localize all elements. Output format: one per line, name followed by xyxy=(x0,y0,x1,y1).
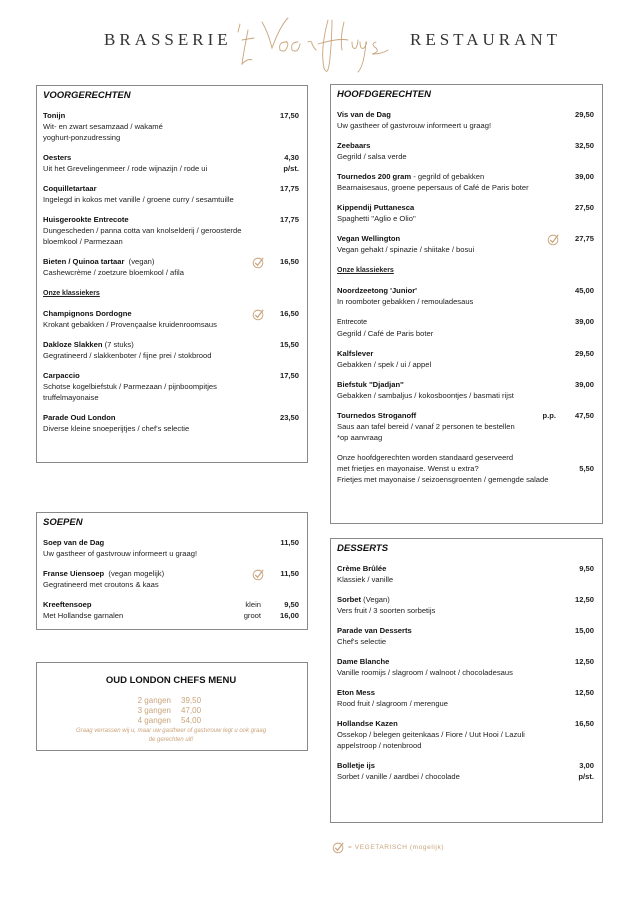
price-value: 16,50 xyxy=(574,719,594,728)
menu-item-description: Spaghetti ''Aglio e Olio'' xyxy=(337,214,416,223)
courses: 4 gangen xyxy=(137,716,171,725)
vegetarian-indicator xyxy=(542,233,564,255)
menu-item-description: Met Hollandse garnalen xyxy=(43,611,124,620)
menu-item-name: Parade Oud London xyxy=(43,413,116,422)
price-value: 16,00 xyxy=(279,611,299,620)
menu-item xyxy=(337,233,594,255)
menu-item-list xyxy=(43,537,299,621)
menu-item-description: yoghurt-ponzudressing xyxy=(43,133,121,142)
price-value: 17,75 xyxy=(279,215,299,224)
price-value: 9,50 xyxy=(579,564,594,573)
price-value: 11,50 xyxy=(280,538,299,547)
price-value: 15,50 xyxy=(279,340,299,349)
menu-item-note: (7 stuks) xyxy=(102,340,134,349)
menu-item-price xyxy=(564,410,594,443)
price-value: 45,00 xyxy=(574,286,594,295)
menu-item xyxy=(337,171,594,193)
menu-item-price xyxy=(564,285,594,307)
menu-item xyxy=(337,348,594,370)
vegetarian-indicator xyxy=(542,202,564,224)
menu-item-name: Oesters xyxy=(43,153,72,162)
courses: 2 gangen xyxy=(137,696,171,705)
menu-item-price xyxy=(269,370,299,403)
menu-item xyxy=(337,625,594,647)
menu-item-description: Vegan gehakt / spinazie / shiitake / bosui xyxy=(337,245,475,254)
price-value: 17,50 xyxy=(279,371,299,380)
menu-item xyxy=(43,214,299,247)
menu-item-price xyxy=(269,599,299,621)
voorgerechten-section xyxy=(36,85,308,463)
menu-item xyxy=(43,308,299,330)
menu-item-description: *op aanvraag xyxy=(337,433,383,442)
menu-item-name: Soep van de Dag xyxy=(43,538,105,547)
menu-item xyxy=(337,656,594,678)
price-value: 23,50 xyxy=(279,413,299,422)
menu-item-text xyxy=(337,718,542,751)
menu-item-price xyxy=(564,171,594,193)
menu-item-description: Schotse kogelbiefstuk / Parmezaan / pijnboompitjes xyxy=(43,382,217,391)
menu-item-price xyxy=(564,718,594,751)
menu-item-list xyxy=(43,308,299,434)
menu-item-price xyxy=(564,760,594,782)
menu-item-name: Bieten / Quinoa tartaar xyxy=(43,257,125,266)
price-value: 32,50 xyxy=(574,141,594,150)
menu-item-description: Sorbet / vanille / aardbei / chocolade xyxy=(337,772,460,781)
section-title: VOORGERECHTEN xyxy=(43,90,131,101)
menu-item-text xyxy=(43,183,247,205)
menu-item-text xyxy=(43,568,247,590)
menu-item-text xyxy=(43,412,247,434)
menu-item-price xyxy=(269,412,299,434)
menu-item-description: Cashewcrème / zoetzure bloemkool / afila xyxy=(43,268,184,277)
menu-item-description: Gegrild / salsa verde xyxy=(337,152,407,161)
menu-item-name: Dakloze Slakken xyxy=(43,340,103,349)
menu-item-description: Saus aan tafel bereid / vanaf 2 personen te bestellen xyxy=(337,422,515,431)
menu-item-description: Ossekop / belegen geitenkaas / Fiore / Uut Hooi / Lazuli xyxy=(337,730,525,739)
price-value: 39,00 xyxy=(574,172,594,181)
menu-item-name: Tournedos 200 gram xyxy=(337,172,412,181)
menu-item-name: Champignons Dordogne xyxy=(43,309,132,318)
menu-item-text xyxy=(337,594,542,616)
menu-item-text xyxy=(43,110,247,143)
vegetarian-indicator xyxy=(247,183,269,205)
menu-item-description: appelstroop / notenbrood xyxy=(337,741,422,750)
menu-item-text xyxy=(337,656,542,678)
menu-item xyxy=(337,687,594,709)
price-value: 9,50 xyxy=(284,600,299,609)
chefs-menu-title: OUD LONDON CHEFS MENU xyxy=(105,675,237,686)
menu-item xyxy=(337,718,594,751)
menu-item-description: In roomboter gebakken / remouladesaus xyxy=(337,297,474,306)
menu-item-list xyxy=(337,109,594,255)
note-line: Frietjes met mayonaise / seizoensgroenten / gemengde salade xyxy=(337,475,549,484)
price-label: p.p. xyxy=(542,411,556,420)
desserts-section xyxy=(330,538,603,823)
menu-item-text xyxy=(337,379,542,401)
vegetarian-indicator xyxy=(247,339,269,361)
menu-item xyxy=(43,537,299,559)
chefs-menu-option xyxy=(43,696,299,706)
menu-item xyxy=(43,256,299,278)
legend-text: = VEGETARISCH (mogelijk) xyxy=(348,844,445,851)
menu-item-price xyxy=(269,214,299,247)
price-value: 3,00 xyxy=(579,761,594,770)
menu-item xyxy=(43,370,299,403)
brasserie-label: BRASSERIE xyxy=(104,30,232,49)
menu-item xyxy=(337,140,594,162)
menu-item-price xyxy=(269,152,299,174)
menu-item-text xyxy=(337,109,542,131)
chefs-menu-option xyxy=(43,706,299,716)
menu-item-price xyxy=(564,379,594,401)
chefs-menu-section xyxy=(36,662,308,751)
price-value: 47,50 xyxy=(574,411,594,420)
menu-item xyxy=(337,379,594,401)
vegetarian-indicator xyxy=(542,656,564,678)
price-value: 12,50 xyxy=(574,688,594,697)
menu-item xyxy=(43,152,299,174)
menu-item-name: Zeebaars xyxy=(337,141,371,150)
menu-item-name: Vis van de Dag xyxy=(337,110,391,119)
menu-item-description: Dungescheden / panna cotta van knolselderij / geroosterde xyxy=(43,226,242,235)
price-value: 27,50 xyxy=(574,203,594,212)
price-value: 29,50 xyxy=(574,349,594,358)
menu-item-description: Uit het Grevelingenmeer / rode wijnazijn / rode ui xyxy=(43,164,208,173)
vegetarian-indicator xyxy=(247,537,269,559)
menu-item-description: Gebakken / sambaljus / kokosboontjes / basmati rijst xyxy=(337,391,514,400)
menu-item-text xyxy=(43,256,247,278)
vegetarian-indicator xyxy=(542,171,564,193)
chefs-menu-option xyxy=(43,716,299,726)
menu-item-description: Ingelegd in kokos met vanille / groene curry / sesamtuille xyxy=(43,195,234,204)
vegetarian-indicator xyxy=(542,760,564,782)
section-subtitle: Onze klassiekers xyxy=(337,267,394,274)
menu-item-text xyxy=(337,760,542,782)
menu-item-price xyxy=(269,568,299,590)
menu-item-name: Kreeftensoep xyxy=(43,600,92,609)
vegetarian-indicator xyxy=(247,256,269,278)
vegetarian-indicator xyxy=(542,718,564,751)
menu-item-description: Gegrild / Café de Paris boter xyxy=(337,329,434,338)
price-value: p/st. xyxy=(283,164,299,173)
menu-item-text xyxy=(43,537,247,559)
menu-item xyxy=(337,109,594,131)
hoofdgerechten-section xyxy=(330,84,603,524)
menu-item-name: Tournedos Stroganoff xyxy=(337,411,417,420)
menu-item-description: Diverse kleine snoeperijtjes / chef's selectie xyxy=(43,424,190,433)
menu-item-name: Tonijn xyxy=(43,111,66,120)
menu-item-description: Bearnaisesaus, groene pepersaus of Café de Paris boter xyxy=(337,183,529,192)
menu-item-description: Uw gastheer of gastvrouw informeert u graag! xyxy=(43,549,198,558)
menu-item-text xyxy=(43,599,222,621)
soepen-section xyxy=(36,512,308,630)
menu-item-text xyxy=(337,316,542,339)
vegetarian-indicator xyxy=(247,214,269,247)
menu-item xyxy=(43,412,299,434)
menu-item-description: Vanille roomijs / slagroom / walnoot / chocoladesaus xyxy=(337,668,513,677)
price-value: 16,50 xyxy=(279,257,299,266)
vegetarian-indicator xyxy=(222,599,244,621)
price-value: p/st. xyxy=(578,772,594,781)
menu-item xyxy=(337,760,594,782)
menu-item-name: Vegan Wellington xyxy=(337,234,401,243)
menu-item-description: truffelmayonaise xyxy=(43,393,99,402)
menu-item-price xyxy=(269,537,299,559)
menu-item-price xyxy=(564,233,594,255)
menu-item-name: Carpaccio xyxy=(43,371,80,380)
price: 39,50 xyxy=(181,696,202,705)
menu-item-name: Sorbet xyxy=(337,595,362,604)
menu-item-price xyxy=(564,625,594,647)
menu-item-text xyxy=(337,202,542,224)
vegetarian-indicator xyxy=(542,687,564,709)
menu-item-text xyxy=(337,348,542,370)
menu-item-price xyxy=(564,140,594,162)
menu-item xyxy=(43,183,299,205)
note-price: 5,50 xyxy=(579,464,594,473)
menu-item-price xyxy=(269,308,299,330)
menu-item-description: Gegratineerd met croutons & kaas xyxy=(43,580,159,589)
price-labels xyxy=(244,599,269,621)
note-line: Onze hoofdgerechten worden standaard geserveerd xyxy=(337,453,514,462)
section-title: SOEPEN xyxy=(43,517,83,528)
menu-item-price xyxy=(269,339,299,361)
price-value: 39,00 xyxy=(574,317,594,326)
menu-item-price xyxy=(564,202,594,224)
vegetarian-indicator xyxy=(542,140,564,162)
price-value: 17,75 xyxy=(279,184,299,193)
price-value: 11,50 xyxy=(280,569,299,578)
voorhuys-logo xyxy=(232,8,392,80)
menu-item-price xyxy=(269,110,299,143)
menu-item-text xyxy=(337,687,542,709)
side-dish-note xyxy=(337,452,594,485)
menu-item-price xyxy=(564,563,594,585)
menu-item-name: Parade van Desserts xyxy=(337,626,412,635)
menu-item-text xyxy=(43,152,247,174)
menu-item-list xyxy=(43,110,299,278)
vegetarian-indicator xyxy=(542,379,564,401)
price-labels xyxy=(543,410,565,443)
vegetarian-indicator xyxy=(247,308,269,330)
price-value: 27,75 xyxy=(574,234,594,243)
menu-item-description: Chef's selectie xyxy=(337,637,387,646)
menu-item xyxy=(337,594,594,616)
menu-item-text xyxy=(337,140,542,162)
vegetarian-indicator xyxy=(542,563,564,585)
price-label: groot xyxy=(243,611,261,620)
menu-item-note: (vegan) xyxy=(124,257,155,266)
price-value: 12,50 xyxy=(574,595,594,604)
menu-item-name: Huisgerookte Entrecote xyxy=(43,215,129,224)
menu-item-text xyxy=(43,214,247,247)
menu-item-name: Eton Mess xyxy=(337,688,375,697)
price: 47,00 xyxy=(181,706,202,715)
menu-item-list xyxy=(337,285,594,443)
menu-item-price xyxy=(564,594,594,616)
price-value: 15,00 xyxy=(574,626,594,635)
menu-item-text xyxy=(337,171,542,193)
price-label: klein xyxy=(245,600,261,609)
menu-item-name: Noordzeetong 'Junior' xyxy=(337,286,417,295)
menu-item xyxy=(337,285,594,307)
menu-item-price xyxy=(564,687,594,709)
vegetarian-check-icon xyxy=(547,233,560,246)
menu-item-name: Biefstuk ''Djadjan'' xyxy=(337,380,404,389)
section-title: HOOFDGERECHTEN xyxy=(337,89,431,100)
menu-item-description: Vers fruit / 3 soorten sorbetijs xyxy=(337,606,436,615)
menu-item-text xyxy=(43,308,247,330)
menu-item xyxy=(43,568,299,590)
vegetarian-indicator xyxy=(247,110,269,143)
vegetarian-check-icon xyxy=(252,256,265,269)
menu-item-text xyxy=(337,285,542,307)
menu-item-name: Coquilletartaar xyxy=(43,184,97,193)
menu-item-name: Kalfslever xyxy=(337,349,374,358)
menu-item xyxy=(337,410,594,443)
menu-item-price xyxy=(564,316,594,339)
chefs-menu-note: Graag verrassen wij u, maar uw gastheer of gastvrouw legt u ook graag de gerechten uit! xyxy=(75,728,267,743)
menu-item-name: Bolletje ijs xyxy=(337,761,375,770)
vegetarian-indicator xyxy=(247,412,269,434)
menu-item-text xyxy=(337,563,542,585)
menu-item-name: Dame Blanche xyxy=(337,657,390,666)
menu-item-description: Gegratineerd / slakkenboter / fijne prei / stokbrood xyxy=(43,351,212,360)
price-value: 17,50 xyxy=(279,111,299,120)
menu-item-note: (Vegan) xyxy=(361,595,390,604)
restaurant-label: RESTAURANT xyxy=(410,30,562,49)
vegetarian-indicator xyxy=(521,410,543,443)
price-value: 29,50 xyxy=(574,110,594,119)
vegetarian-indicator xyxy=(542,594,564,616)
section-subtitle: Onze klassiekers xyxy=(43,290,100,297)
note-line: met frietjes en mayonaise. Wenst u extra? xyxy=(337,464,479,473)
menu-item-description: Krokant gebakken / Provençaalse kruidenroomsaus xyxy=(43,320,217,329)
menu-item-name: Crème Brûlée xyxy=(337,564,387,573)
vegetarian-check-icon xyxy=(252,308,265,321)
vegetarian-check-icon xyxy=(252,568,265,581)
menu-item xyxy=(337,316,594,339)
menu-item xyxy=(337,202,594,224)
vegetarian-check-icon xyxy=(332,841,345,854)
menu-item-description: Wit- en zwart sesamzaad / wakamé xyxy=(43,122,163,131)
section-title: DESSERTS xyxy=(337,543,389,554)
menu-item-name: Kippendij Puttanesca xyxy=(337,203,415,212)
legend xyxy=(332,841,444,854)
menu-item-description: Rood fruit / slagroom / merengue xyxy=(337,699,449,708)
menu-item-note: (vegan mogelijk) xyxy=(104,569,165,578)
menu-item-list xyxy=(337,563,594,782)
menu-item-description: Klassiek / vanille xyxy=(337,575,394,584)
price-value: 16,50 xyxy=(279,309,299,318)
vegetarian-indicator xyxy=(542,285,564,307)
menu-item-price xyxy=(564,348,594,370)
vegetarian-indicator xyxy=(247,152,269,174)
vegetarian-indicator xyxy=(247,568,269,590)
menu-item-name: Entrecote xyxy=(337,319,367,326)
menu-item xyxy=(43,110,299,143)
price: 54,00 xyxy=(181,716,202,725)
price-value: 39,00 xyxy=(574,380,594,389)
vegetarian-indicator xyxy=(542,109,564,131)
menu-item-text xyxy=(337,410,521,443)
menu-item-description: Gebakken / spek / ui / appel xyxy=(337,360,432,369)
menu-item-name: Hollandse Kazen xyxy=(337,719,398,728)
price-value: 12,50 xyxy=(574,657,594,666)
vegetarian-indicator xyxy=(247,370,269,403)
menu-item-text xyxy=(43,339,247,361)
menu-item xyxy=(337,563,594,585)
menu-item-name: Franse Uiensoep xyxy=(43,569,105,578)
menu-item-text xyxy=(43,370,247,403)
vegetarian-indicator xyxy=(542,348,564,370)
menu-item xyxy=(43,339,299,361)
menu-item-price xyxy=(269,183,299,205)
courses: 3 gangen xyxy=(137,706,171,715)
menu-item-price xyxy=(564,656,594,678)
vegetarian-indicator xyxy=(542,316,564,339)
menu-item-price xyxy=(564,109,594,131)
price-value: 4,30 xyxy=(284,153,299,162)
menu-item-description: Uw gastheer of gastvrouw informeert u graag! xyxy=(337,121,492,130)
menu-item-note: - gegrild of gebakken xyxy=(411,172,485,181)
vegetarian-indicator xyxy=(542,625,564,647)
menu-item-description: bloemkool / Parmezaan xyxy=(43,237,123,246)
menu-item-price xyxy=(269,256,299,278)
menu-item-text xyxy=(337,625,542,647)
menu-item xyxy=(43,599,299,621)
menu-item-text xyxy=(337,233,542,255)
